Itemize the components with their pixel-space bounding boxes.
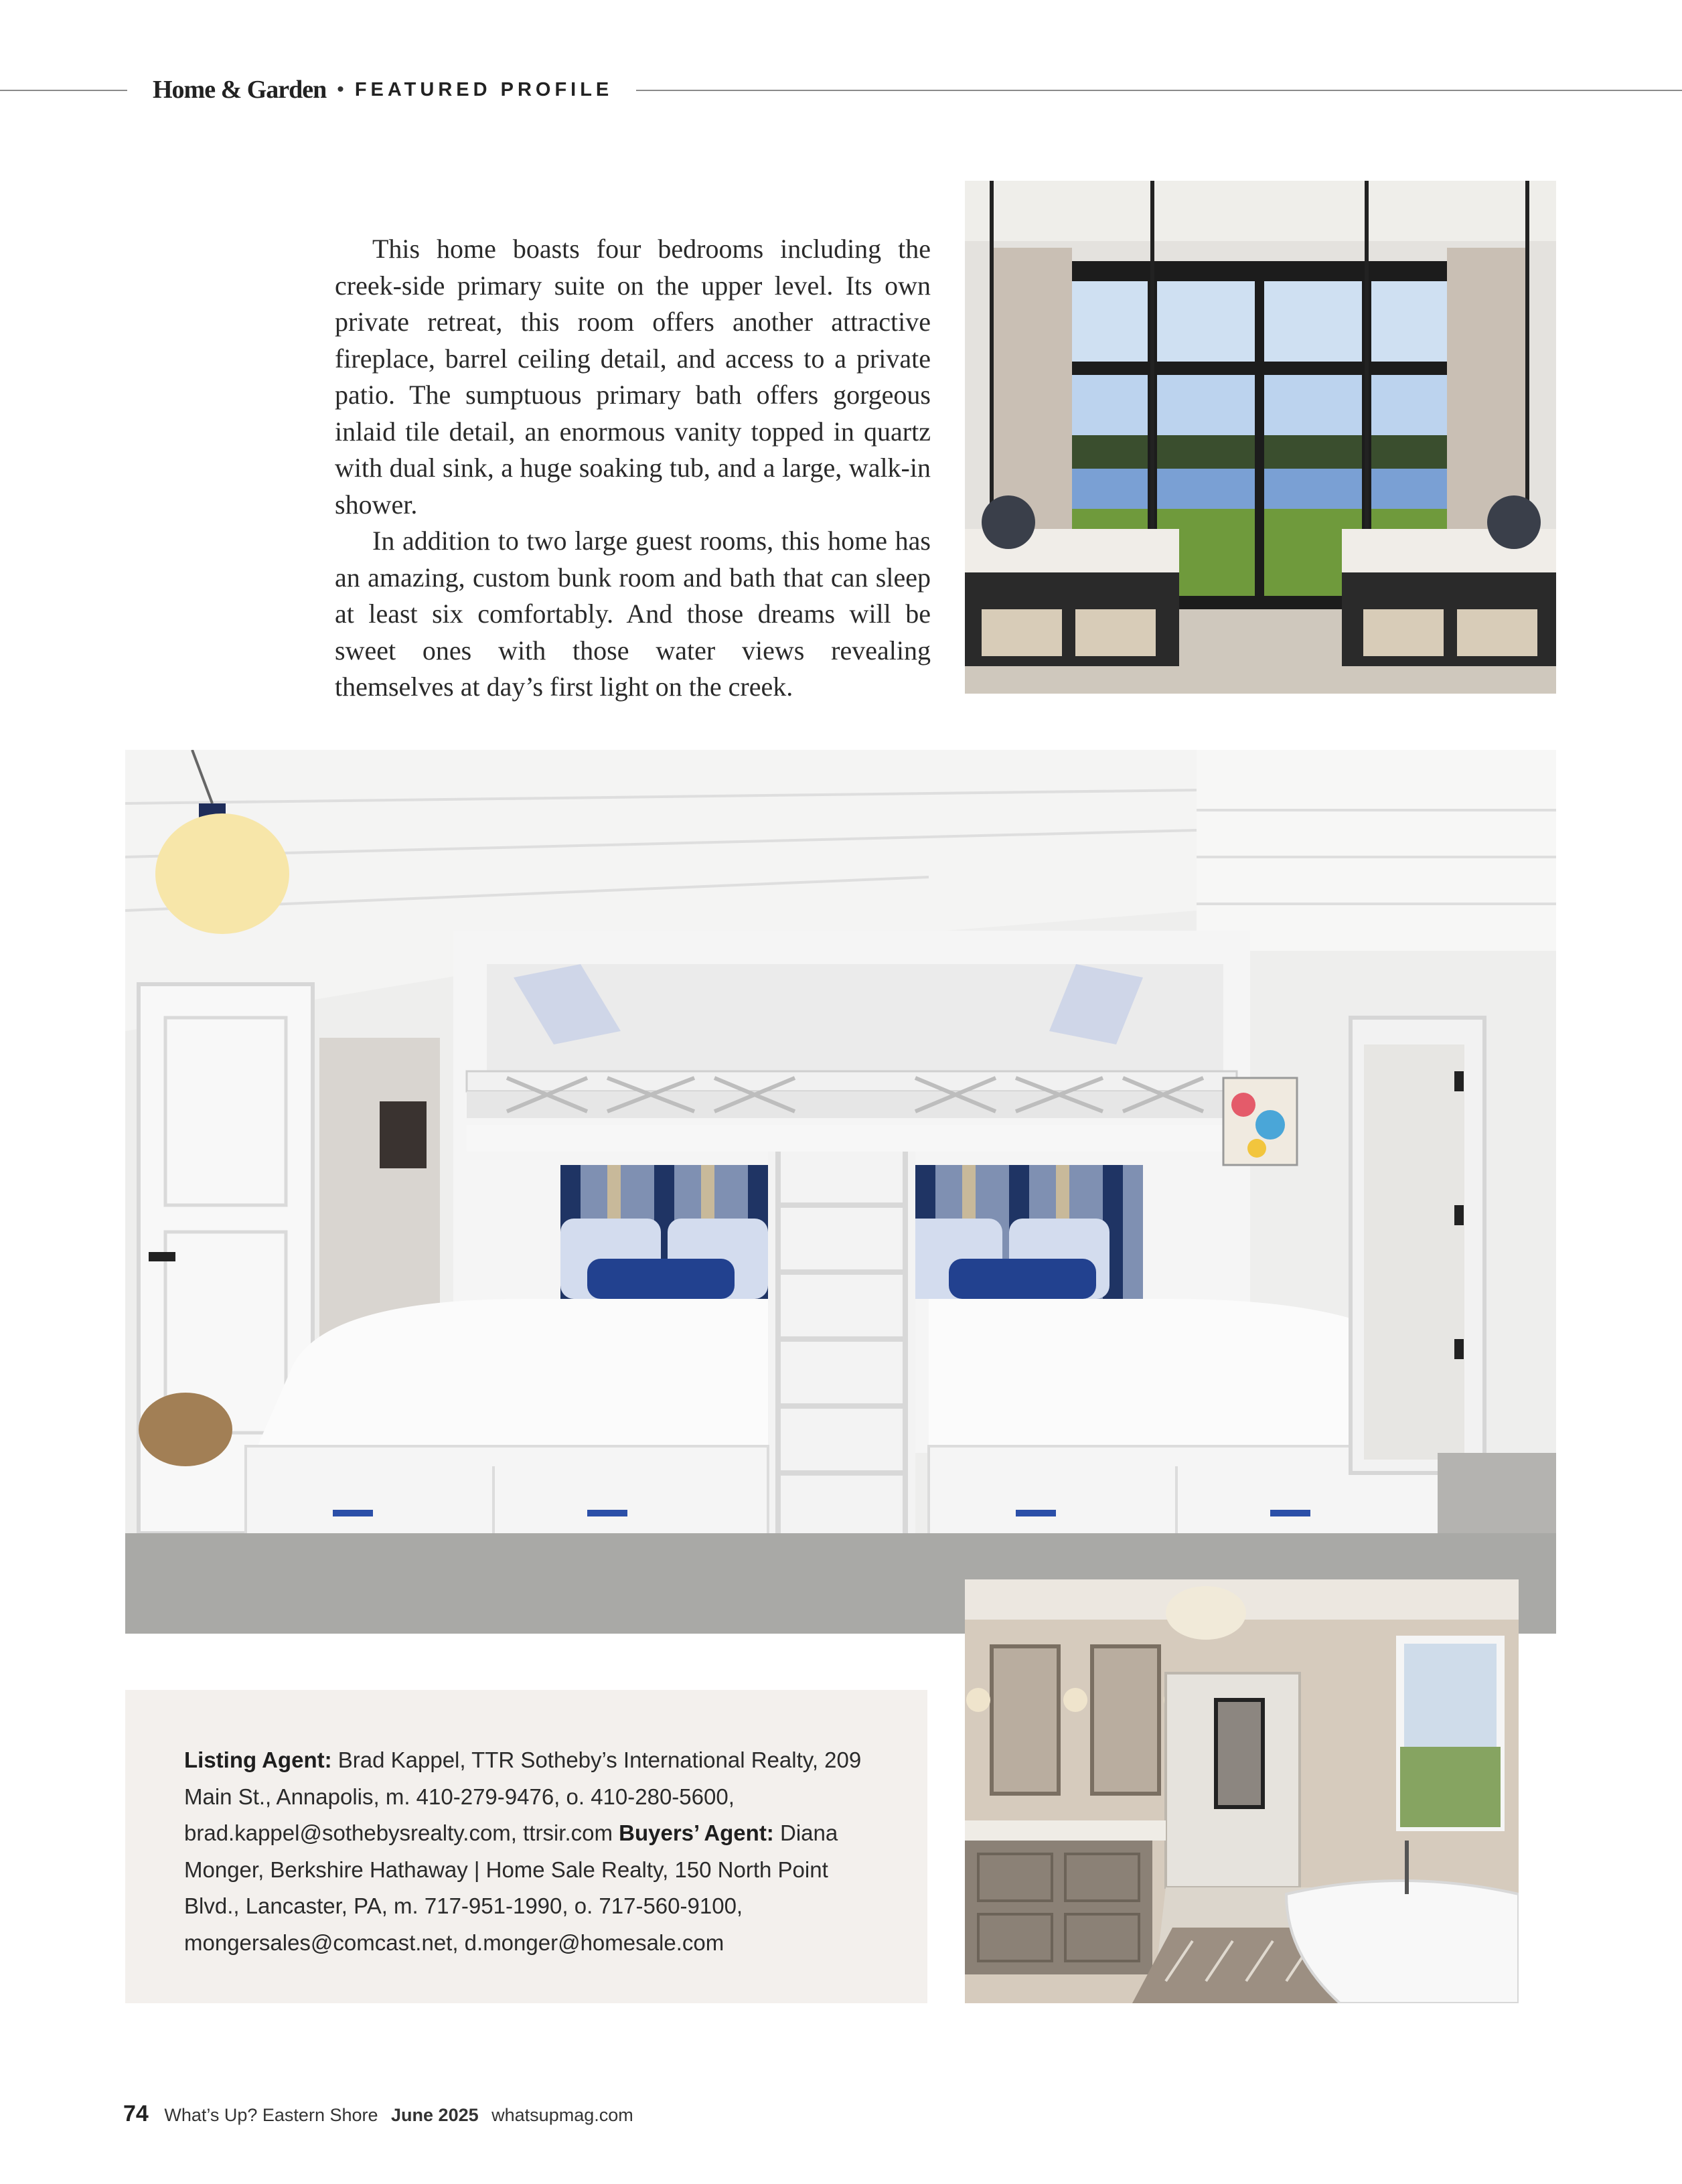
publication-name: What’s Up? Eastern Shore	[164, 2105, 378, 2125]
article-body	[335, 231, 931, 706]
photo-primary-bath	[965, 1579, 1519, 2003]
photo-swing-bed-room	[965, 181, 1556, 694]
photo-bunk-room	[125, 750, 1556, 1634]
buyers-agent-label: Buyers’ Agent:	[619, 1820, 774, 1845]
website: whatsupmag.com	[491, 2105, 633, 2125]
section-label: FEATURED PROFILE	[354, 78, 613, 100]
listing-agent-label: Listing Agent:	[184, 1747, 332, 1772]
page-number: 74	[123, 2101, 149, 2126]
article-paragraph: This home boasts four bedrooms including the creek-side primary suite on the upper level. Its own private retreat, this room offers another attractive fireplace, barrel ceiling detail, and access to a private patio. The sumptuous primary bath offers gorgeous inlaid tile detail, an enormous vanity topped in quartz with dual sink, a huge soaking tub, and a large, walk-in shower.	[335, 234, 931, 520]
issue-date: June 2025	[391, 2105, 479, 2125]
listing-agent-details: Brad Kappel, TTR Sotheby’s International Realty, 209 Main St., Annapolis, m. 410-279-9476, o. 410-280-5600, brad.kappel@sothebysrealty.com, ttrsir.com	[184, 1747, 862, 1845]
header-rule-left	[0, 90, 127, 91]
running-header	[153, 70, 613, 110]
buyers-agent-details: Diana Monger, Berkshire Hathaway | Home Sale Realty, 150 North Point Blvd., Lancaster, PA, m. 717-951-1990, o. 717-560-9100, mongersales@comcast.net, d.monger@homesale.com	[184, 1820, 838, 1955]
page-footer	[123, 2101, 633, 2127]
header-separator: •	[337, 78, 344, 100]
agent-contact-box	[125, 1690, 927, 2003]
header-rule-right	[636, 90, 1682, 91]
brand-name: Home & Garden	[153, 76, 327, 104]
article-paragraph: In addition to two large guest rooms, this home has an amazing, custom bunk room and bath that can sleep at least six comfortably. And those dreams will be sweet ones with those water views revealing themselves at day’s first light on the creek.	[335, 526, 931, 702]
